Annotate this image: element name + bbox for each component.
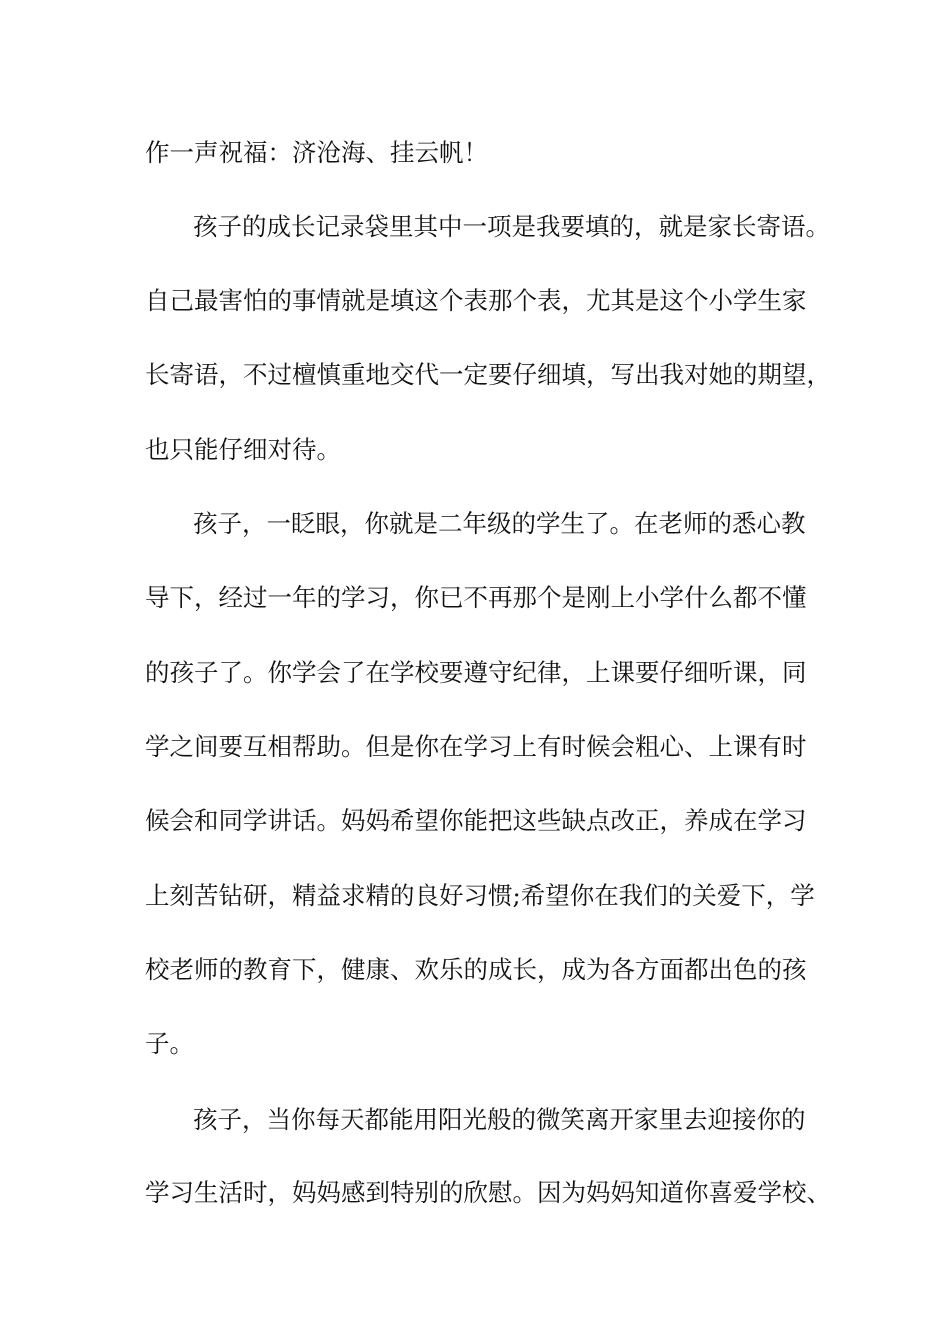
text-line: 学习生活时，妈妈感到特别的欣慰。因为妈妈知道你喜爱学校、 (145, 1178, 831, 1207)
text-line: 子。 (145, 1029, 194, 1058)
paragraph-first-line: 孩子的成长记录袋里其中一项是我要填的，就是家长寄语。 (193, 212, 830, 241)
text-line: 上刻苦钻研，精益求精的良好习惯;希望你在我们的关爱下，学 (145, 881, 815, 910)
text-line: 也只能仔细对待。 (145, 435, 341, 464)
text-line: 长寄语，不过檀慎重地交代一定要仔细填，写出我对她的期望， (145, 360, 831, 389)
text-line: 自己最害怕的事情就是填这个表那个表，尤其是这个小学生家 (145, 286, 807, 315)
paragraph-first-line: 孩子，当你每天都能用阳光般的微笑离开家里去迎接你的 (193, 1105, 806, 1134)
text-line: 候会和同学讲话。妈妈希望你能把这些缺点改正，养成在学习 (145, 806, 807, 835)
paragraph-first-line: 孩子，一眨眼，你就是二年级的学生了。在老师的悉心教 (193, 509, 806, 538)
text-line: 学之间要互相帮助。但是你在学习上有时候会粗心、上课有时 (145, 732, 807, 761)
text-line: 校老师的教育下，健康、欢乐的成长，成为各方面都出色的孩 (145, 955, 807, 984)
text-line: 导下，经过一年的学习，你已不再那个是刚上小学什么都不懂 (145, 583, 807, 612)
text-line: 的孩子了。你学会了在学校要遵守纪律，上课要仔细听课，同 (145, 658, 807, 687)
text-line: 作一声祝福：济沧海、挂云帆！ (145, 138, 488, 167)
